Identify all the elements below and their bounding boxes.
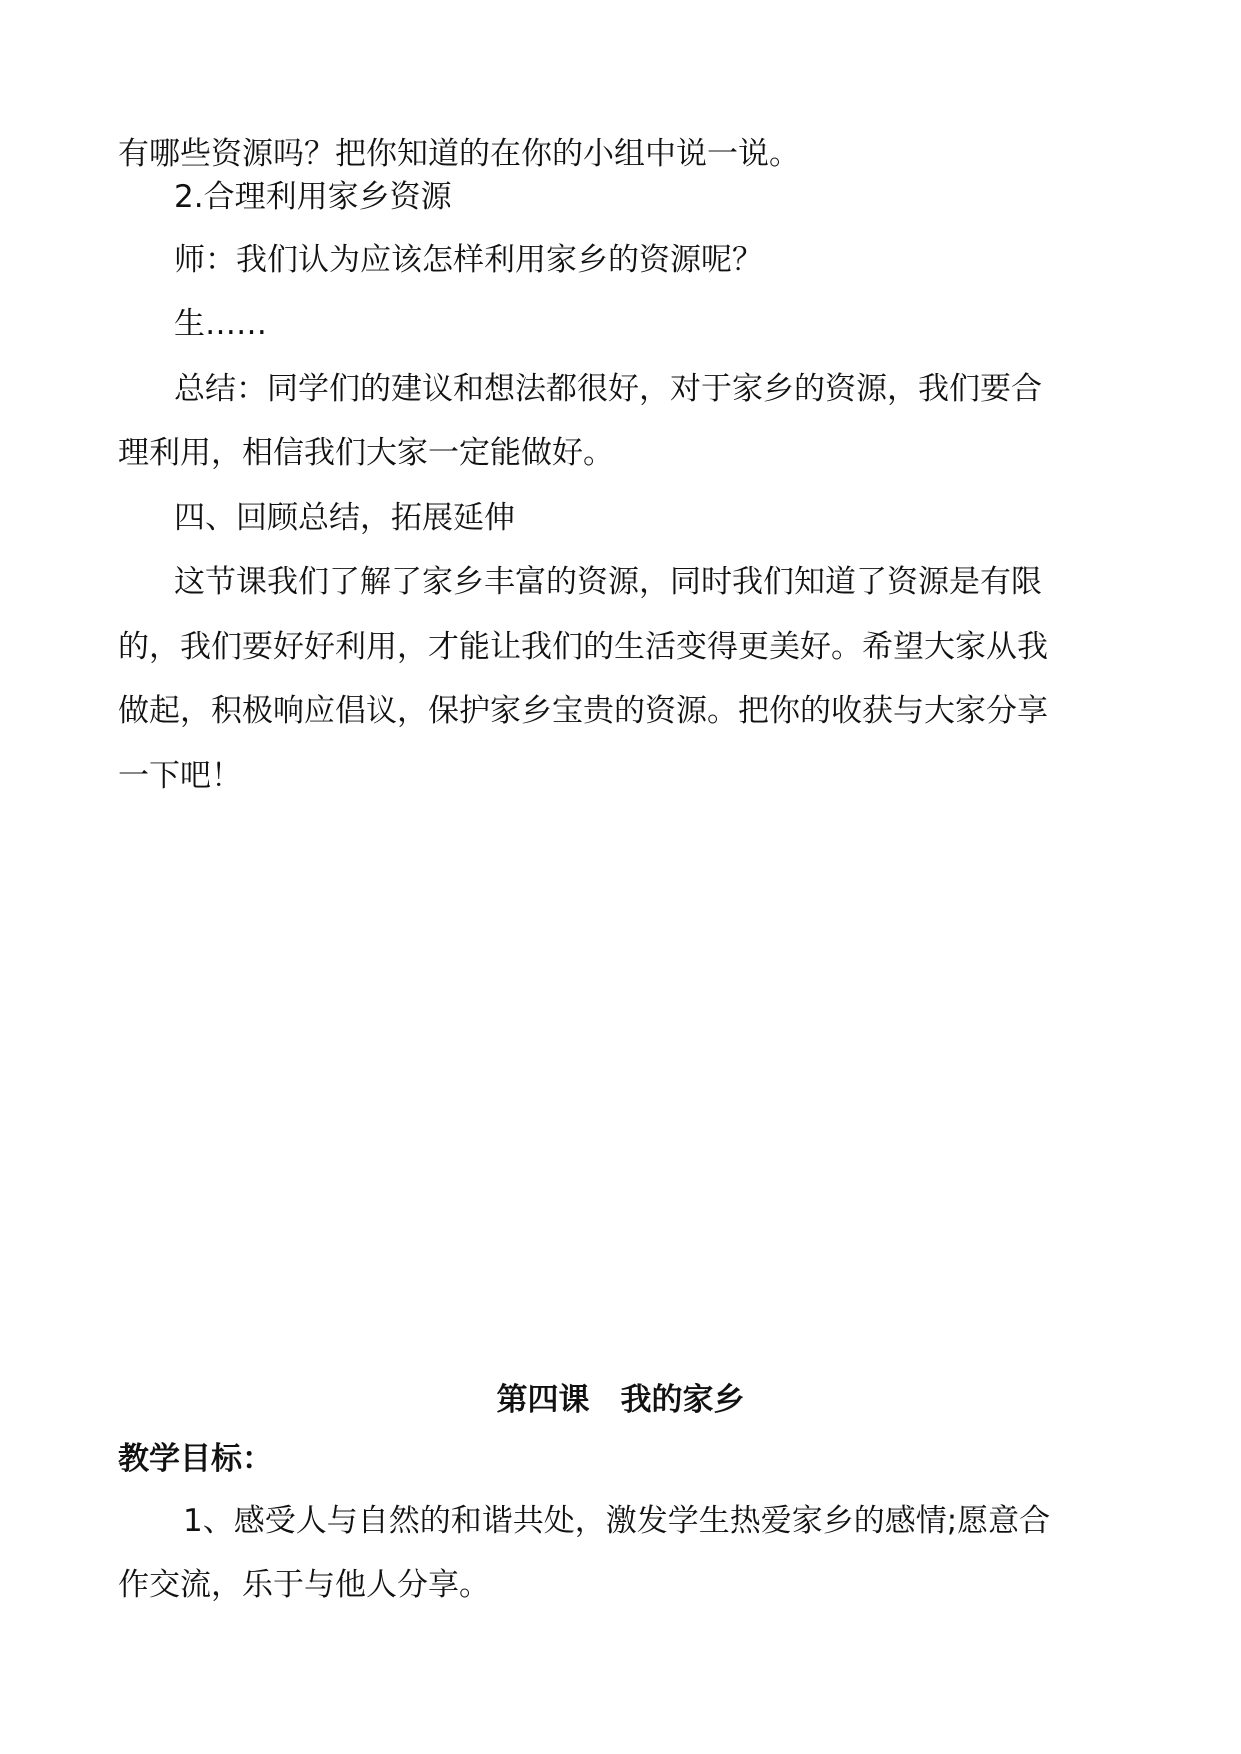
summary-line-2: 理利用，相信我们大家一定能做好。	[118, 435, 614, 471]
conclusion-line-1: 这节课我们了解了家乡丰富的资源，同时我们知道了资源是有限	[174, 564, 1042, 600]
lesson-title: 第四课 我的家乡	[496, 1382, 745, 1418]
section-subheading: 2.合理利用家乡资源	[174, 179, 452, 215]
paragraph-line: 有哪些资源吗？把你知道的在你的小组中说一说。	[118, 136, 800, 172]
summary-line-1: 总结：同学们的建议和想法都很好，对于家乡的资源，我们要合	[174, 371, 1042, 407]
objectives-heading: 教学目标：	[118, 1441, 273, 1477]
conclusion-line-3: 做起，积极响应倡议，保护家乡宝贵的资源。把你的收获与大家分享	[118, 693, 1048, 729]
student-answer: 生……	[174, 306, 267, 342]
section-heading: 四、回顾总结，拓展延伸	[174, 500, 515, 536]
teacher-question: 师：我们认为应该怎样利用家乡的资源呢？	[174, 242, 763, 278]
conclusion-line-4: 一下吧！	[118, 758, 242, 794]
objective-line-2: 作交流，乐于与他人分享。	[118, 1567, 490, 1603]
conclusion-line-2: 的，我们要好好利用，才能让我们的生活变得更美好。希望大家从我	[118, 629, 1048, 665]
objective-line-1: 1、感受人与自然的和谐共处，激发学生热爱家乡的感情;愿意合	[183, 1503, 1051, 1539]
